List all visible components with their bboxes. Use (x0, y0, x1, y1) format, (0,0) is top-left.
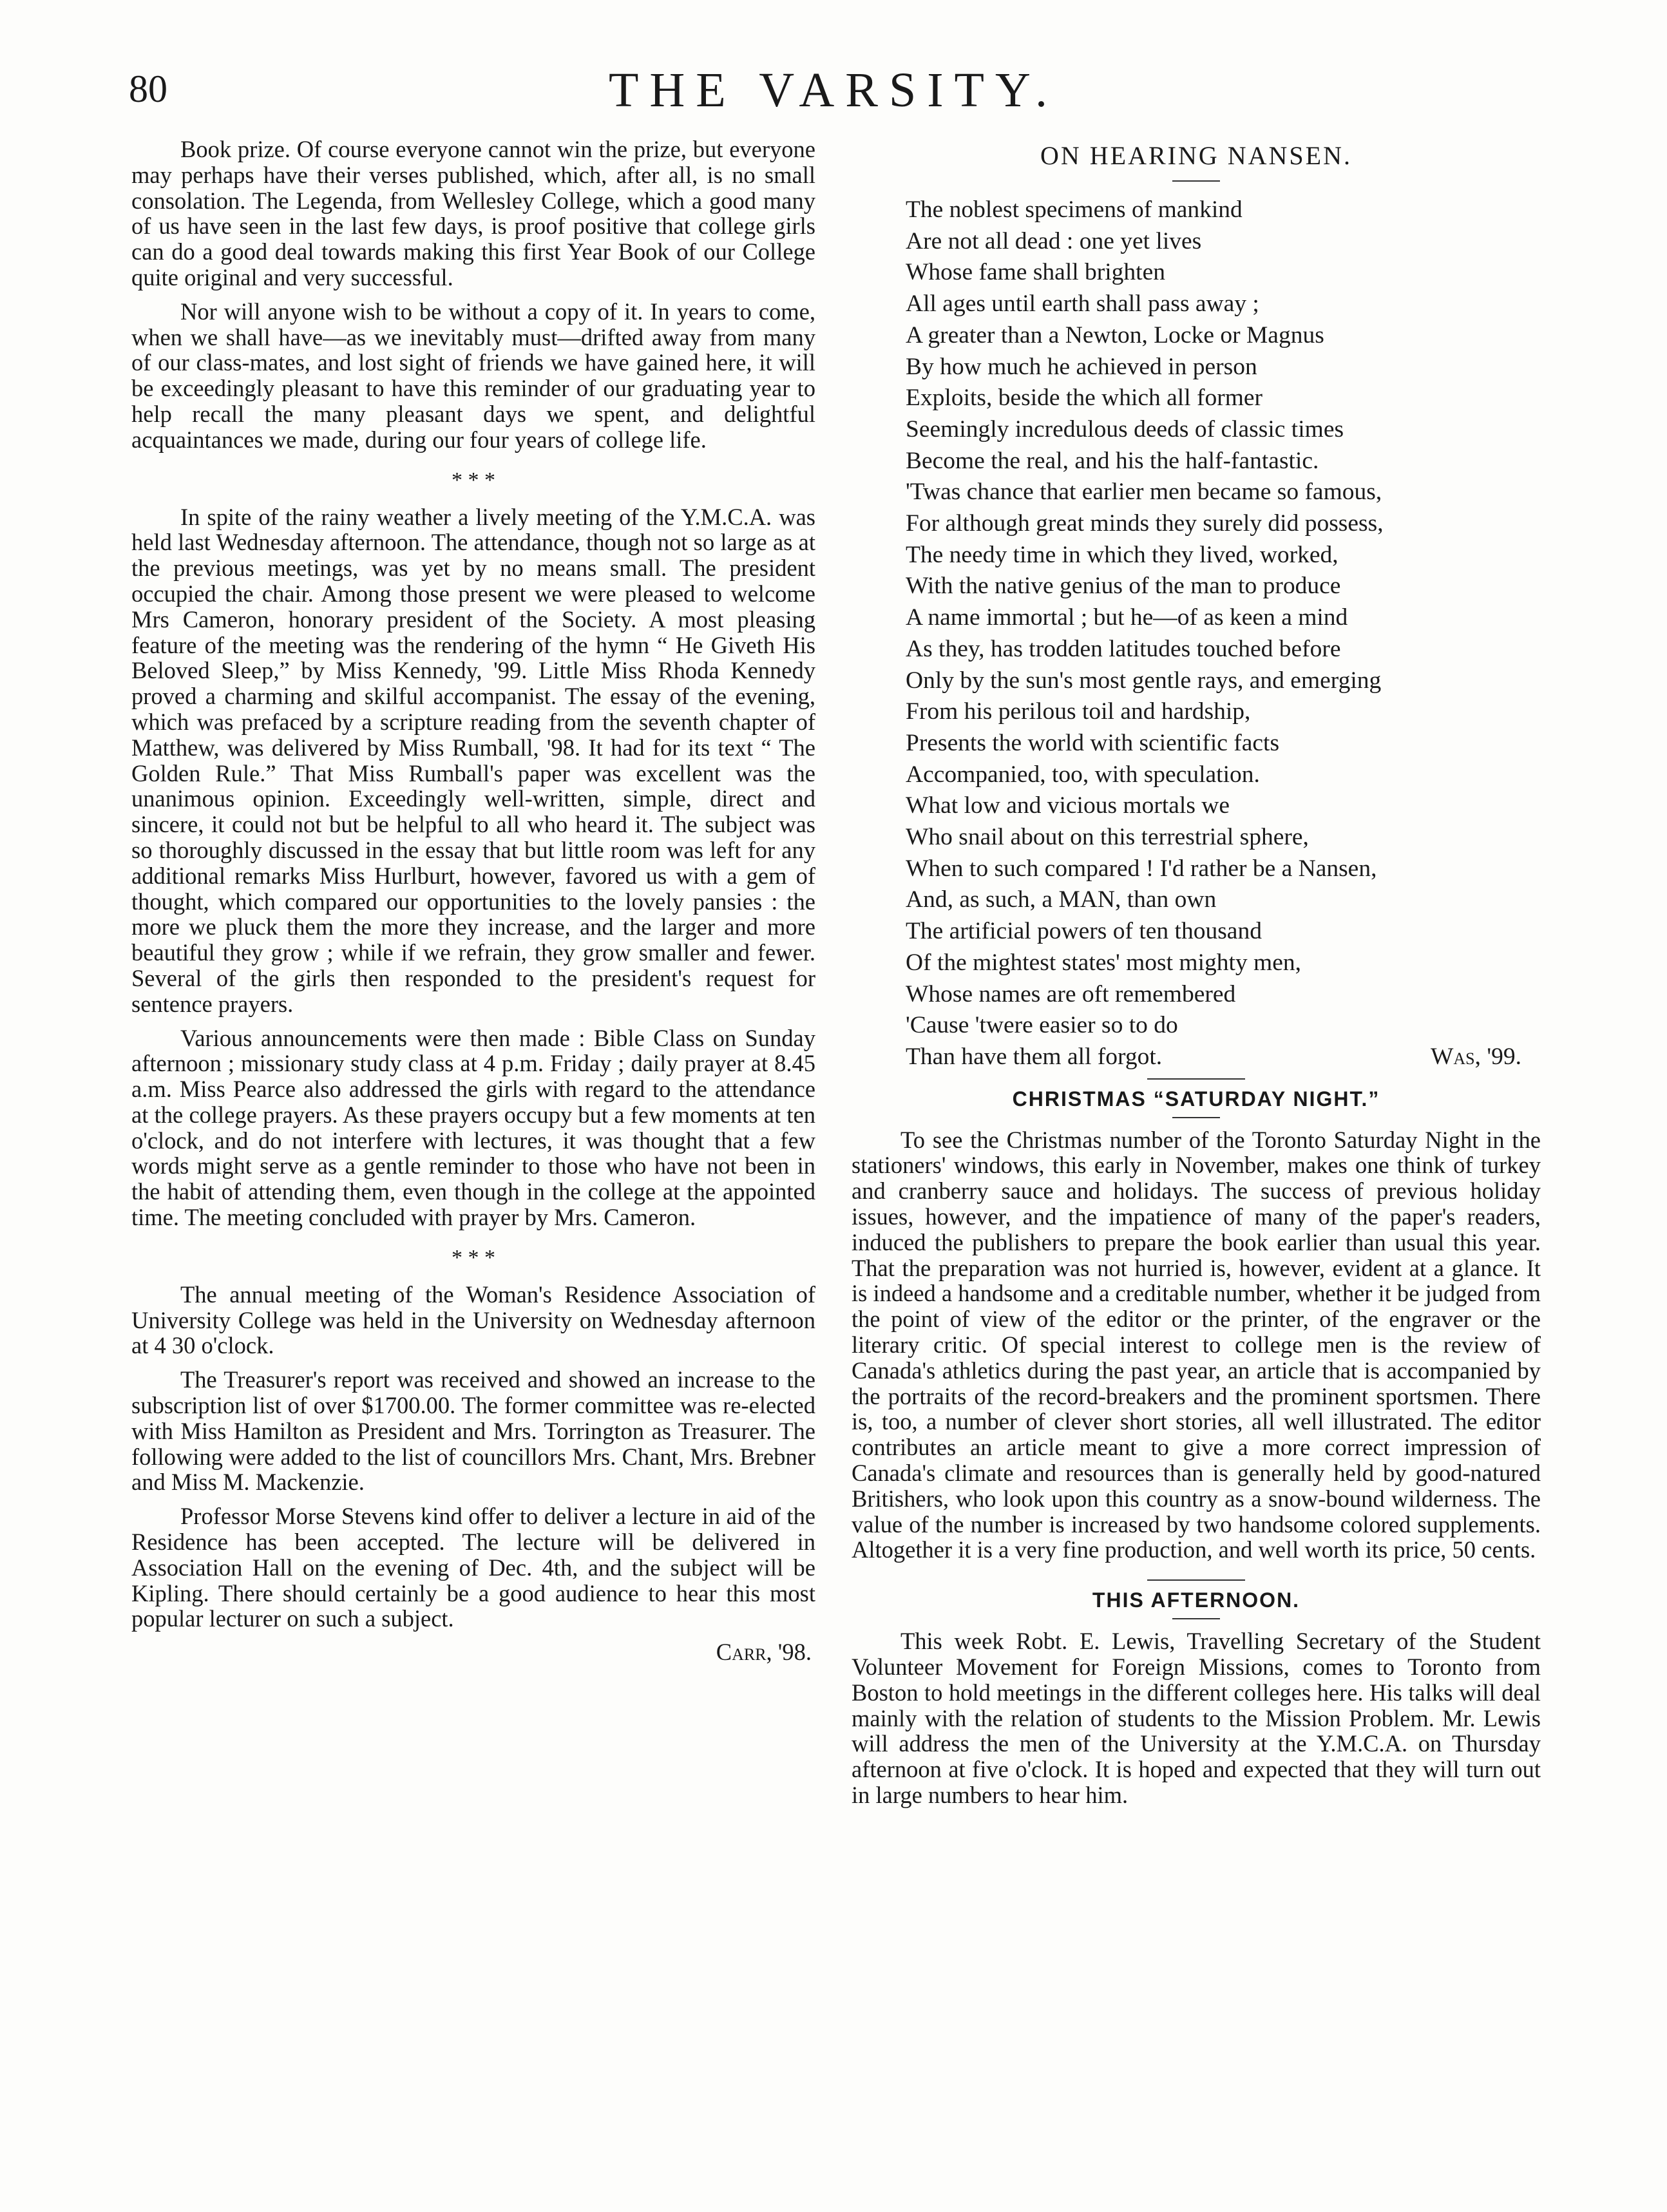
poem-line: Than have them all forgot. (906, 1043, 1163, 1070)
poem-line: 'Cause 'twere easier so to do (906, 1012, 1178, 1039)
author-signature: Carr, '98. (716, 1639, 812, 1666)
article-paragraph: In spite of the rainy weather a lively meeting of the Y.M.C.A. was held last Wednesday afternoon. The attendance, though not so large as at the previous meetings, was yet by no means small. The president occupied the chair. Among those present we were pleased to welcome Mrs Cameron, honorary president of the Society. A most pleasing feature of the meeting was the rendering of the hymn “ He Giveth His Beloved Sleep,” by Miss Kennedy, '99. Little Miss Rhoda Kennedy proved a charming and skilful accompanist. The essay of the evening, which was prefaced by a scripture reading from the seventh chapter of Matthew, was delivered by Miss Rumball, '98. It had for its text “ The Golden Rule.” That Miss Rumball's paper was excellent was the unanimous opinion. Exceedingly well-written, simple, direct and sincere, it could not but be helpful to all who heard it. The subject was so thoroughly discussed in the essay that but little room was left for any additional remarks Miss Hurlburt, however, favored us with a gem of thought, which compared our opportunities to the lovely pansies : the more we pluck them the more they increase, and the larger and more beautiful they grow ; while if we refrain, they grow smaller and fewer. Several of the girls then responded to the president's request for sentence prayers. (131, 503, 815, 1017)
poem-line: 'Twas chance that earlier men became so famous, (906, 479, 1382, 506)
section-separator: * * * (452, 468, 495, 492)
poem-line: Seemingly incredulous deeds of classic times (906, 415, 1344, 443)
poem-line: With the native genius of the man to produce (906, 573, 1341, 600)
poem-line: A name immortal ; but he—of as keen a mind (906, 604, 1348, 631)
poem-line: Who snail about on this terrestrial sphere, (906, 824, 1309, 851)
poem-line: Are not all dead : one yet lives (906, 227, 1202, 254)
poem-line: Presents the world with scientific facts (906, 729, 1280, 756)
christmas-body: To see the Christmas number of the Toronto Saturday Night in the stationers' windows, this early in November, makes one think of turkey and cranberry sauce and holidays. The success of previous holiday issues, however, and the impatience of many of the paper's readers, induced the publishers to prepare the book earlier than usual this year. That the preparation was not hurried is, however, evident at a glance. It is indeed a handsome and a creditable number, whether it be judged from the point of view of the editor or the printer, of the engraver or the literary critic. Of special interest to college men is the review of Canada's athletics during the past year, an article that is accompanied by the portraits of the record-breakers and the prominent sportsmen. There is, too, a number of clever short stories, all well illustrated. The editor contributes an article meant to give a more correct impression of Canada's climate and resources than is generally held by good-natured Britishers, who look upon this country as a snow-bound wilderness. The value of the number is increased by two handsome colored supplements. Altogether it is a very fine production, and well worth its price, 50 cents. (852, 1126, 1541, 1563)
article-paragraph: Nor will anyone wish to be without a copy of it. In years to come, when we shall have—as we inevitably must—drifted away from many of our class-mates, and lost sight of friends we have gained here, it will be exceedingly pleasant to have this reminder of our graduating year to help recall the many pleasant days we spent, and delightful acquaintances we made, during our four years of college life. (131, 298, 815, 453)
poem-final-line (906, 1042, 1541, 1073)
poem-line: The noblest specimens of mankind (906, 196, 1243, 223)
poem-line: Only by the sun's most gentle rays, and emerging (906, 667, 1382, 694)
poem-line: The needy time in which they lived, worked, (906, 541, 1338, 568)
section-rule (1147, 1579, 1245, 1581)
article-paragraph: Professor Morse Stevens kind offer to deliver a lecture in aid of the Residence has been accepted. The lecture will be delivered in Association Hall on the evening of Dec. 4th, and the subject will be Kipling. There should certainly be a good audience to hear this most popular lecturer on such a subject. (131, 1503, 815, 1632)
poem-line: By how much he achieved in person (906, 353, 1257, 380)
poem-body (852, 195, 1541, 1073)
article-paragraph: The Treasurer's report was received and showed an increase to the subscription list of over $1700.00. The former committee was re-elected with Miss Hamilton as President and Mrs. Torrington as Treasurer. The following were added to the list of councillors Mrs. Chant, Mrs. Brebner and Miss M. Mackenzie. (131, 1366, 815, 1496)
poem-line: Exploits, beside the which all former (906, 385, 1263, 412)
poem-line: As they, has trodden latitudes touched before (906, 635, 1341, 662)
section-separator: * * * (452, 1245, 495, 1270)
poem-line: From his perilous toil and hardship, (906, 698, 1251, 725)
heading-rule (1172, 1117, 1220, 1118)
poem-line: The artificial powers of ten thousand (906, 918, 1262, 945)
heading-rule (1172, 1618, 1220, 1619)
poem-title: ON HEARING NANSEN. (1040, 141, 1352, 170)
poem-line: And, as such, a MAN, than own (906, 886, 1217, 913)
poem-line: Accompanied, too, with speculation. (906, 761, 1260, 788)
poem-line: All ages until earth shall pass away ; (906, 291, 1259, 318)
title-rule (1172, 180, 1220, 182)
poem-line: Become the real, and his the half-fantastic. (906, 447, 1319, 474)
page-number: 80 (129, 68, 167, 110)
poem-line: When to such compared ! I'd rather be a Nansen, (906, 855, 1377, 882)
poem-line: Whose names are oft remembered (906, 980, 1236, 1007)
poem-line: What low and vicious mortals we (906, 792, 1230, 819)
poem-line: A greater than a Newton, Locke or Magnus (906, 321, 1324, 348)
poem-line: Whose fame shall brighten (906, 259, 1165, 286)
poem-line: Of the mightest states' most mighty men, (906, 949, 1301, 976)
poem-line: For although great minds they surely did possess, (906, 510, 1384, 537)
poem-signature: Was, '99. (1430, 1043, 1521, 1070)
section-rule (1147, 1078, 1245, 1080)
afternoon-heading: THIS AFTERNOON. (1092, 1588, 1300, 1612)
masthead-title: THE VARSITY. (608, 63, 1059, 117)
afternoon-body: This week Robt. E. Lewis, Travelling Secretary of the Student Volunteer Movement for Foreign Missions, comes to Toronto from Boston to hold meetings in the different colleges here. His talks will deal mainly with the relation of students to the Mission Problem. Mr. Lewis will address the men of the University at the Y.M.C.A. on Thursday afternoon at five o'clock. It is hoped and expected that they will turn out in large numbers to hear him. (852, 1628, 1541, 1809)
left-column (131, 137, 815, 1665)
article-paragraph: Various announcements were then made : Bible Class on Sunday afternoon ; missionary study class at 4 p.m. Friday ; daily prayer at 8.45 a.m. Miss Pearce also addressed the girls with regard to the attendance at the college prayers. As these prayers occupy but a few moments at ten o'clock, and do not interfere with lectures, it was thought that a few words might serve as a gentle reminder to those who have not been in the habit of attending them, even though in the college at the appointed time. The meeting concluded with prayer by Mrs. Cameron. (131, 1024, 815, 1231)
article-paragraph: The annual meeting of the Woman's Residence Association of University College was held in the University on Wednesday afternoon at 4 30 o'clock. (131, 1281, 815, 1359)
right-column (852, 137, 1541, 1808)
christmas-heading: CHRISTMAS “SATURDAY NIGHT.” (1012, 1087, 1380, 1111)
article-paragraph: Book prize. Of course everyone cannot win the prize, but everyone may perhaps have their verses published, which, after all, is no small consolation. The Legenda, from Wellesley College, which a good many of us have seen in the last few days, is proof positive that college girls can do a good deal towards making this first Year Book of our College quite original and very successful. (131, 136, 815, 291)
